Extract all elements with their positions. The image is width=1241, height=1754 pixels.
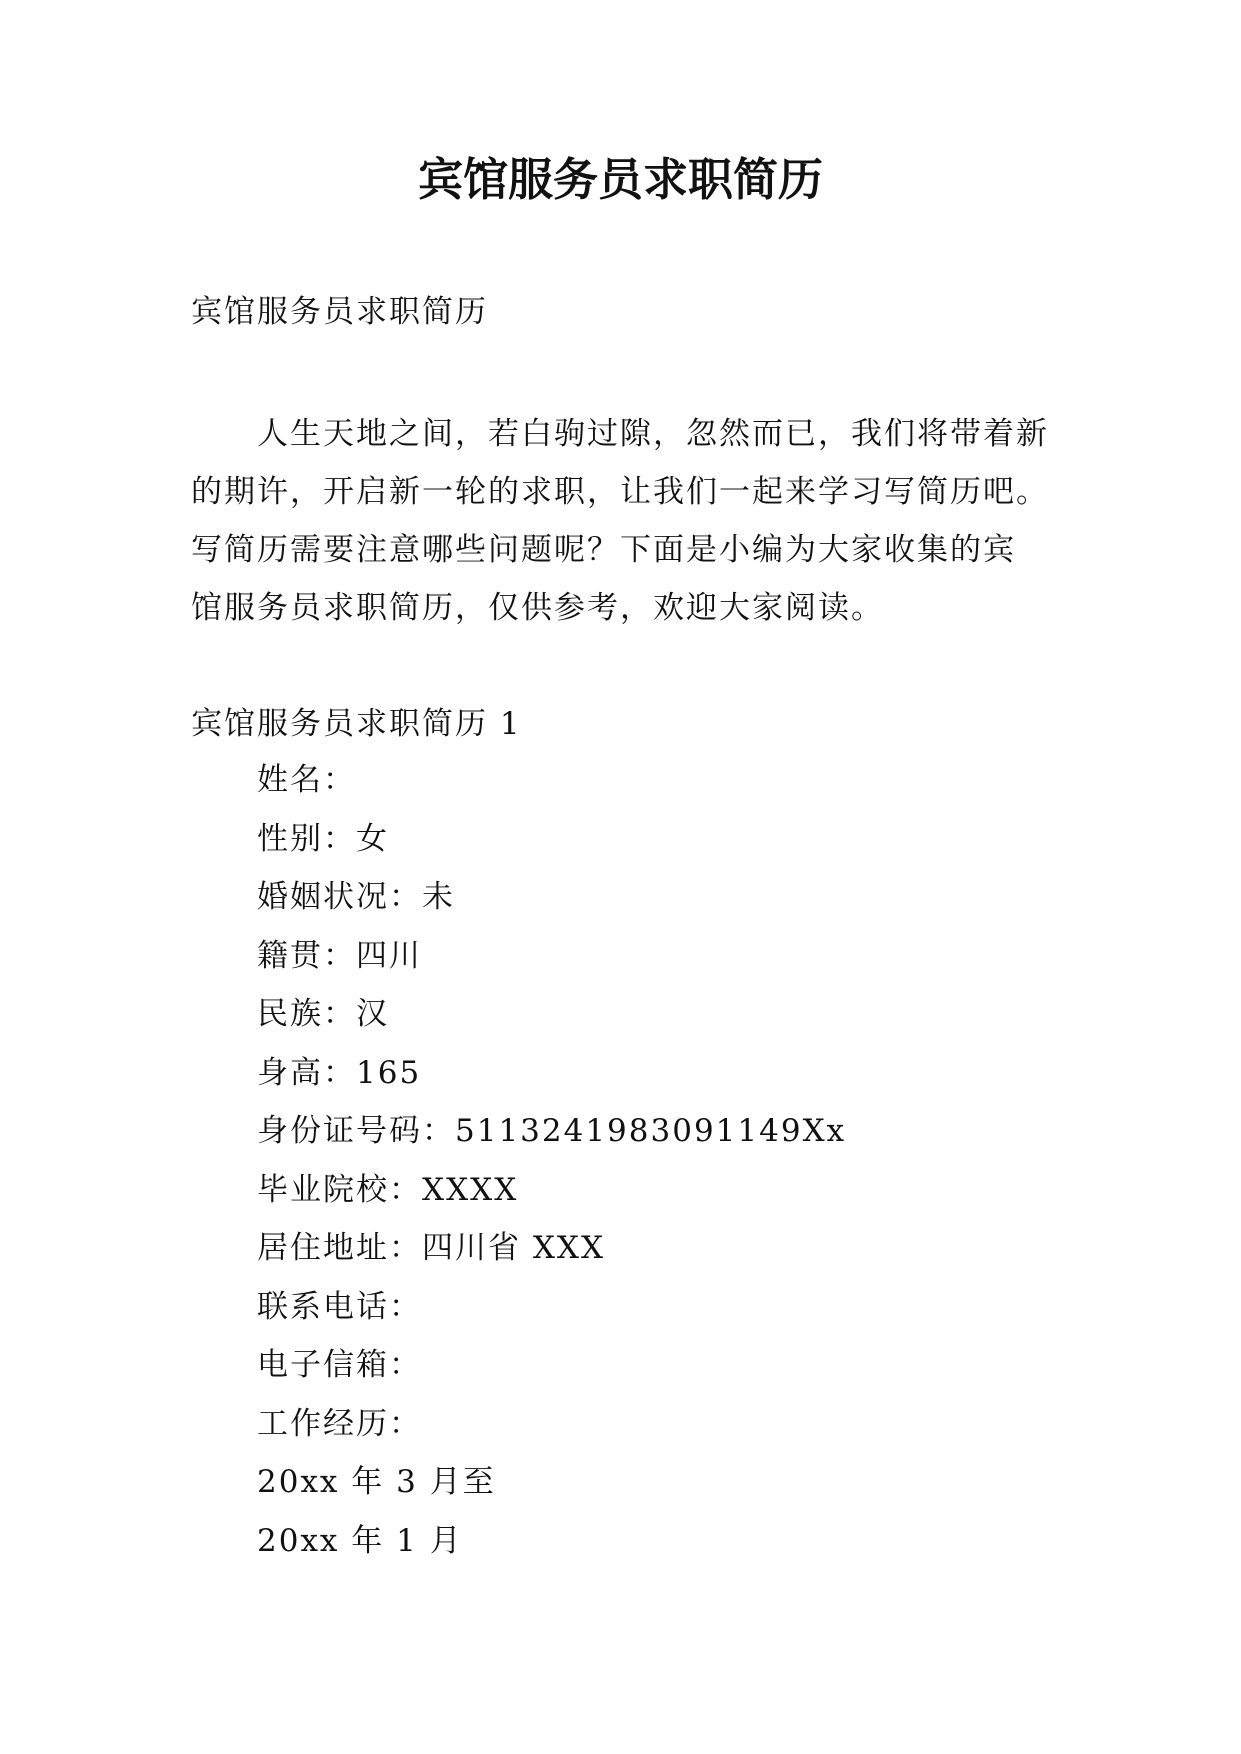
field-email: 电子信箱：: [257, 1347, 422, 1383]
field-height: 身高：165: [257, 1054, 422, 1091]
section-heading: 宾馆服务员求职简历 1: [191, 706, 522, 742]
work-period-end: 20xx 年 1 月: [257, 1522, 463, 1559]
document-subtitle: 宾馆服务员求职简历: [191, 294, 488, 330]
field-work-experience: 工作经历：: [257, 1405, 422, 1442]
field-address: 居住地址：四川省 XXX: [257, 1230, 606, 1266]
intro-line: 馆服务员求职简历，仅供参考，欢迎大家阅读。: [191, 590, 884, 626]
resume-fields-list: [257, 758, 846, 1577]
field-school: 毕业院校：XXXX: [257, 1171, 519, 1208]
intro-line: 人生天地之间，若白驹过隙，忽然而已，我们将带着新: [257, 416, 1049, 452]
work-period-start: 20xx 年 3 月至: [257, 1464, 496, 1500]
field-marital-status: 婚姻状况：未: [257, 879, 455, 915]
field-phone: 联系电话：: [257, 1288, 422, 1325]
field-id-number: 身份证号码：5113241983091149Xx: [257, 1113, 847, 1149]
intro-line: 写简历需要注意哪些问题呢？下面是小编为大家收集的宾: [191, 532, 1016, 568]
field-ethnicity: 民族：汉: [257, 996, 389, 1032]
page-title: 宾馆服务员求职简历: [417, 153, 823, 206]
field-name: 姓名：: [257, 762, 356, 798]
intro-line: 的期许，开启新一轮的求职，让我们一起来学习写简历吧。: [191, 474, 1049, 510]
field-gender: 性别：女: [257, 820, 389, 857]
intro-paragraph: [191, 405, 1071, 637]
field-native-place: 籍贯：四川: [257, 937, 422, 974]
